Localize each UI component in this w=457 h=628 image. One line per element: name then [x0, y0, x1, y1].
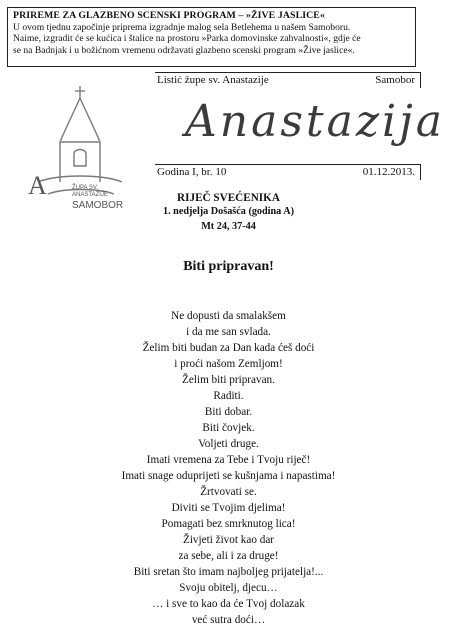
- poem-line: Biti čovjek.: [202, 422, 255, 434]
- town-name: Samobor: [375, 74, 415, 86]
- poem-line: za sebe, ali i za druge!: [178, 550, 279, 562]
- notice-line: U ovom tjednu započinje priprema izgradnje malog sela Betlehema u našem Samoboru.: [13, 21, 351, 33]
- article-title: Biti pripravan!: [183, 259, 274, 274]
- poem-line: Želim biti budan za Dan kada ćeš doći: [142, 342, 315, 354]
- poem-line: Pomagati bez smrknutog lica!: [161, 518, 296, 530]
- poem-line: i da me san svlada.: [186, 326, 271, 338]
- poem-line: Biti dobar.: [204, 406, 253, 418]
- poem-line: Raditi.: [213, 390, 244, 402]
- poem-line: Imati snage oduprijeti se kušnjama i napastima!: [121, 470, 336, 482]
- poem-line: već sutra doći…: [191, 614, 266, 626]
- poem-line: Žrtvovati se.: [200, 486, 257, 498]
- poem-line: i proći našom Zemljom!: [174, 358, 283, 370]
- scripture-reference: Mt 24, 37-44: [201, 221, 256, 232]
- masthead-title: Anastazija: [185, 96, 445, 147]
- poem-line: Imati vremena za Tebe i Tvoju riječ!: [146, 454, 311, 466]
- parish-header-bar: [155, 72, 421, 88]
- notice-box: [7, 7, 416, 67]
- poem-line: Živjeti život kao dar: [182, 534, 275, 546]
- logo-text-line1: ŽUPA SV.: [72, 185, 99, 191]
- poem-line: Biti sretan što imam najboljeg prijatelja!...: [133, 566, 324, 578]
- section-heading: RIJEČ SVEĆENIKA: [177, 192, 280, 204]
- issue-number: Godina I, br. 10: [157, 166, 227, 178]
- poem-line: Ne dopusti da smalakšem: [171, 310, 286, 322]
- notice-line: Naime, izgradit će se kućica i štalice na prostoru »Parka domovinske zahvalnosti«, gdje će: [13, 33, 361, 45]
- notice-line: se na Badnjak i u božićnom vremenu održavati glazbeno scenski program »Žive jaslice«.: [13, 44, 355, 56]
- poem: [0, 308, 457, 628]
- poem-line: Diviti se Tvojim djelima!: [171, 502, 286, 514]
- poem-line: … i sve to kao da će Tvoj dolazak: [152, 598, 305, 610]
- poem-line: Želim biti pripravan.: [182, 374, 275, 386]
- poem-line: Svoju obitelj, djecu…: [179, 582, 278, 594]
- logo-text-line3: SAMOBOR: [72, 200, 124, 211]
- svg-text:A: A: [28, 171, 47, 200]
- parish-name: Listić župe sv. Anastazije: [157, 74, 269, 86]
- issue-bar: [155, 164, 421, 180]
- logo-text-line2: ANASTAZIJE: [72, 192, 108, 198]
- notice-title: PRIREME ZA GLAZBENO SCENSKI PROGRAM – »ŽIVE JASLICE«: [13, 10, 325, 21]
- section-subheading: 1. nedjelja Došašća (godina A): [162, 206, 295, 217]
- issue-date: 01.12.2013.: [362, 166, 415, 178]
- poem-line: Voljeti druge.: [198, 438, 259, 450]
